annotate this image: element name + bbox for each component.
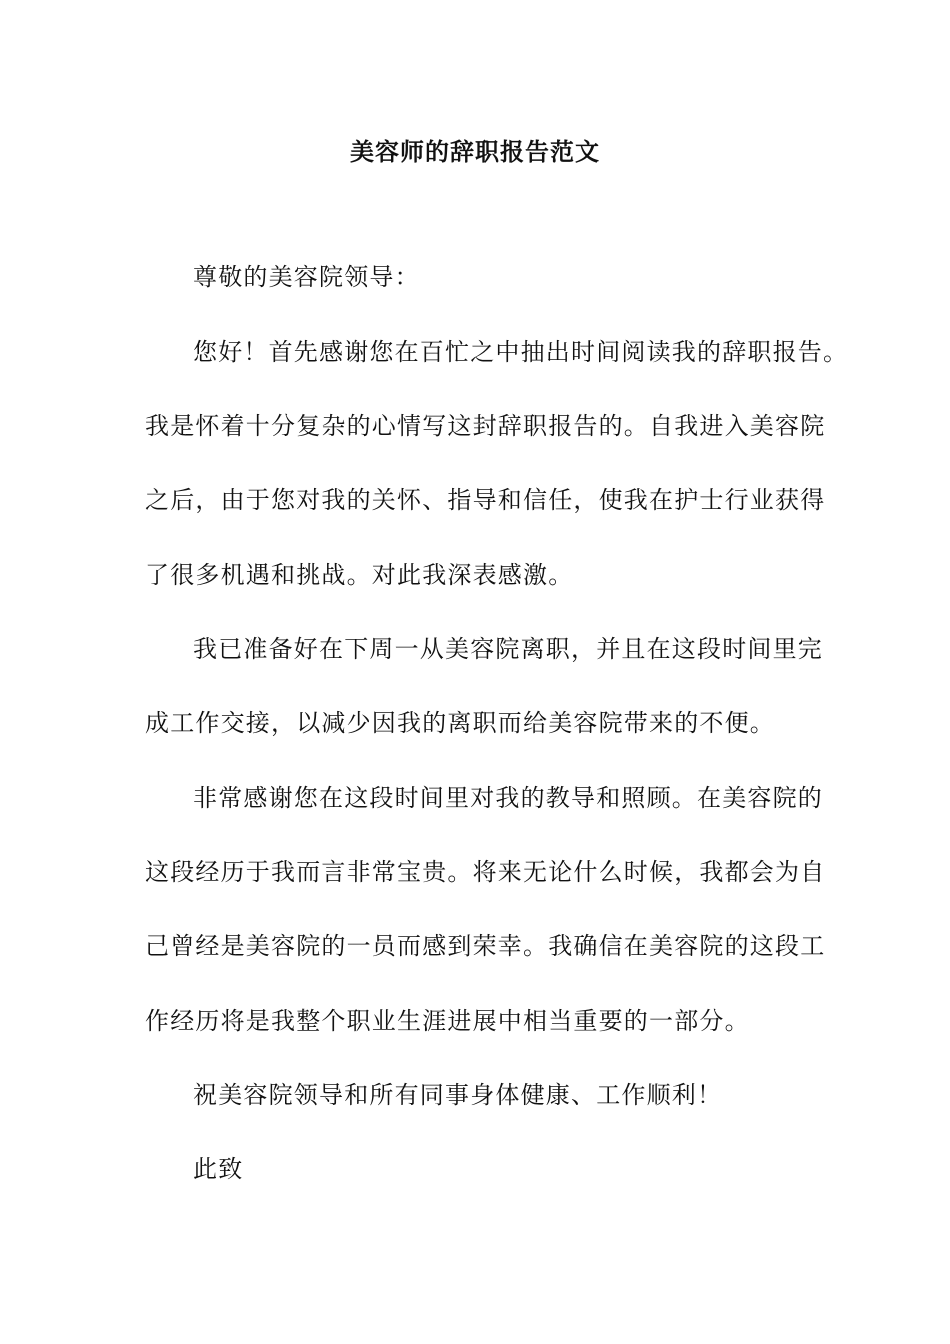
body-line-5: 我已准备好在下周一从美容院离职，并且在这段时间里完: [193, 635, 823, 663]
body-line-8: 这段经历于我而言非常宝贵。将来无论什么时候，我都会为自: [145, 858, 826, 886]
body-line-4: 了很多机遇和挑战。对此我深表感激。: [145, 561, 574, 589]
body-line-7: 非常感谢您在这段时间里对我的教导和照顾。在美容院的: [193, 784, 823, 812]
salutation-line: 尊敬的美容院领导：: [193, 263, 420, 291]
body-line-10: 作经历将是我整个职业生涯进展中相当重要的一部分。: [145, 1007, 750, 1035]
closing-wish-line: 祝美容院领导和所有同事身体健康、工作顺利！: [193, 1081, 723, 1109]
body-line-3: 之后，由于您对我的关怀、指导和信任，使我在护士行业获得: [145, 486, 826, 514]
body-line-9: 己曾经是美容院的一员而感到荣幸。我确信在美容院的这段工: [145, 932, 826, 960]
document-title: 美容师的辞职报告范文: [350, 137, 600, 166]
body-line-1: 您好！首先感谢您在百忙之中抽出时间阅读我的辞职报告。: [193, 338, 849, 366]
closing-line: 此致: [193, 1155, 244, 1183]
body-line-2: 我是怀着十分复杂的心情写这封辞职报告的。自我进入美容院: [145, 412, 826, 440]
body-line-6: 成工作交接，以减少因我的离职而给美容院带来的不便。: [145, 709, 775, 737]
